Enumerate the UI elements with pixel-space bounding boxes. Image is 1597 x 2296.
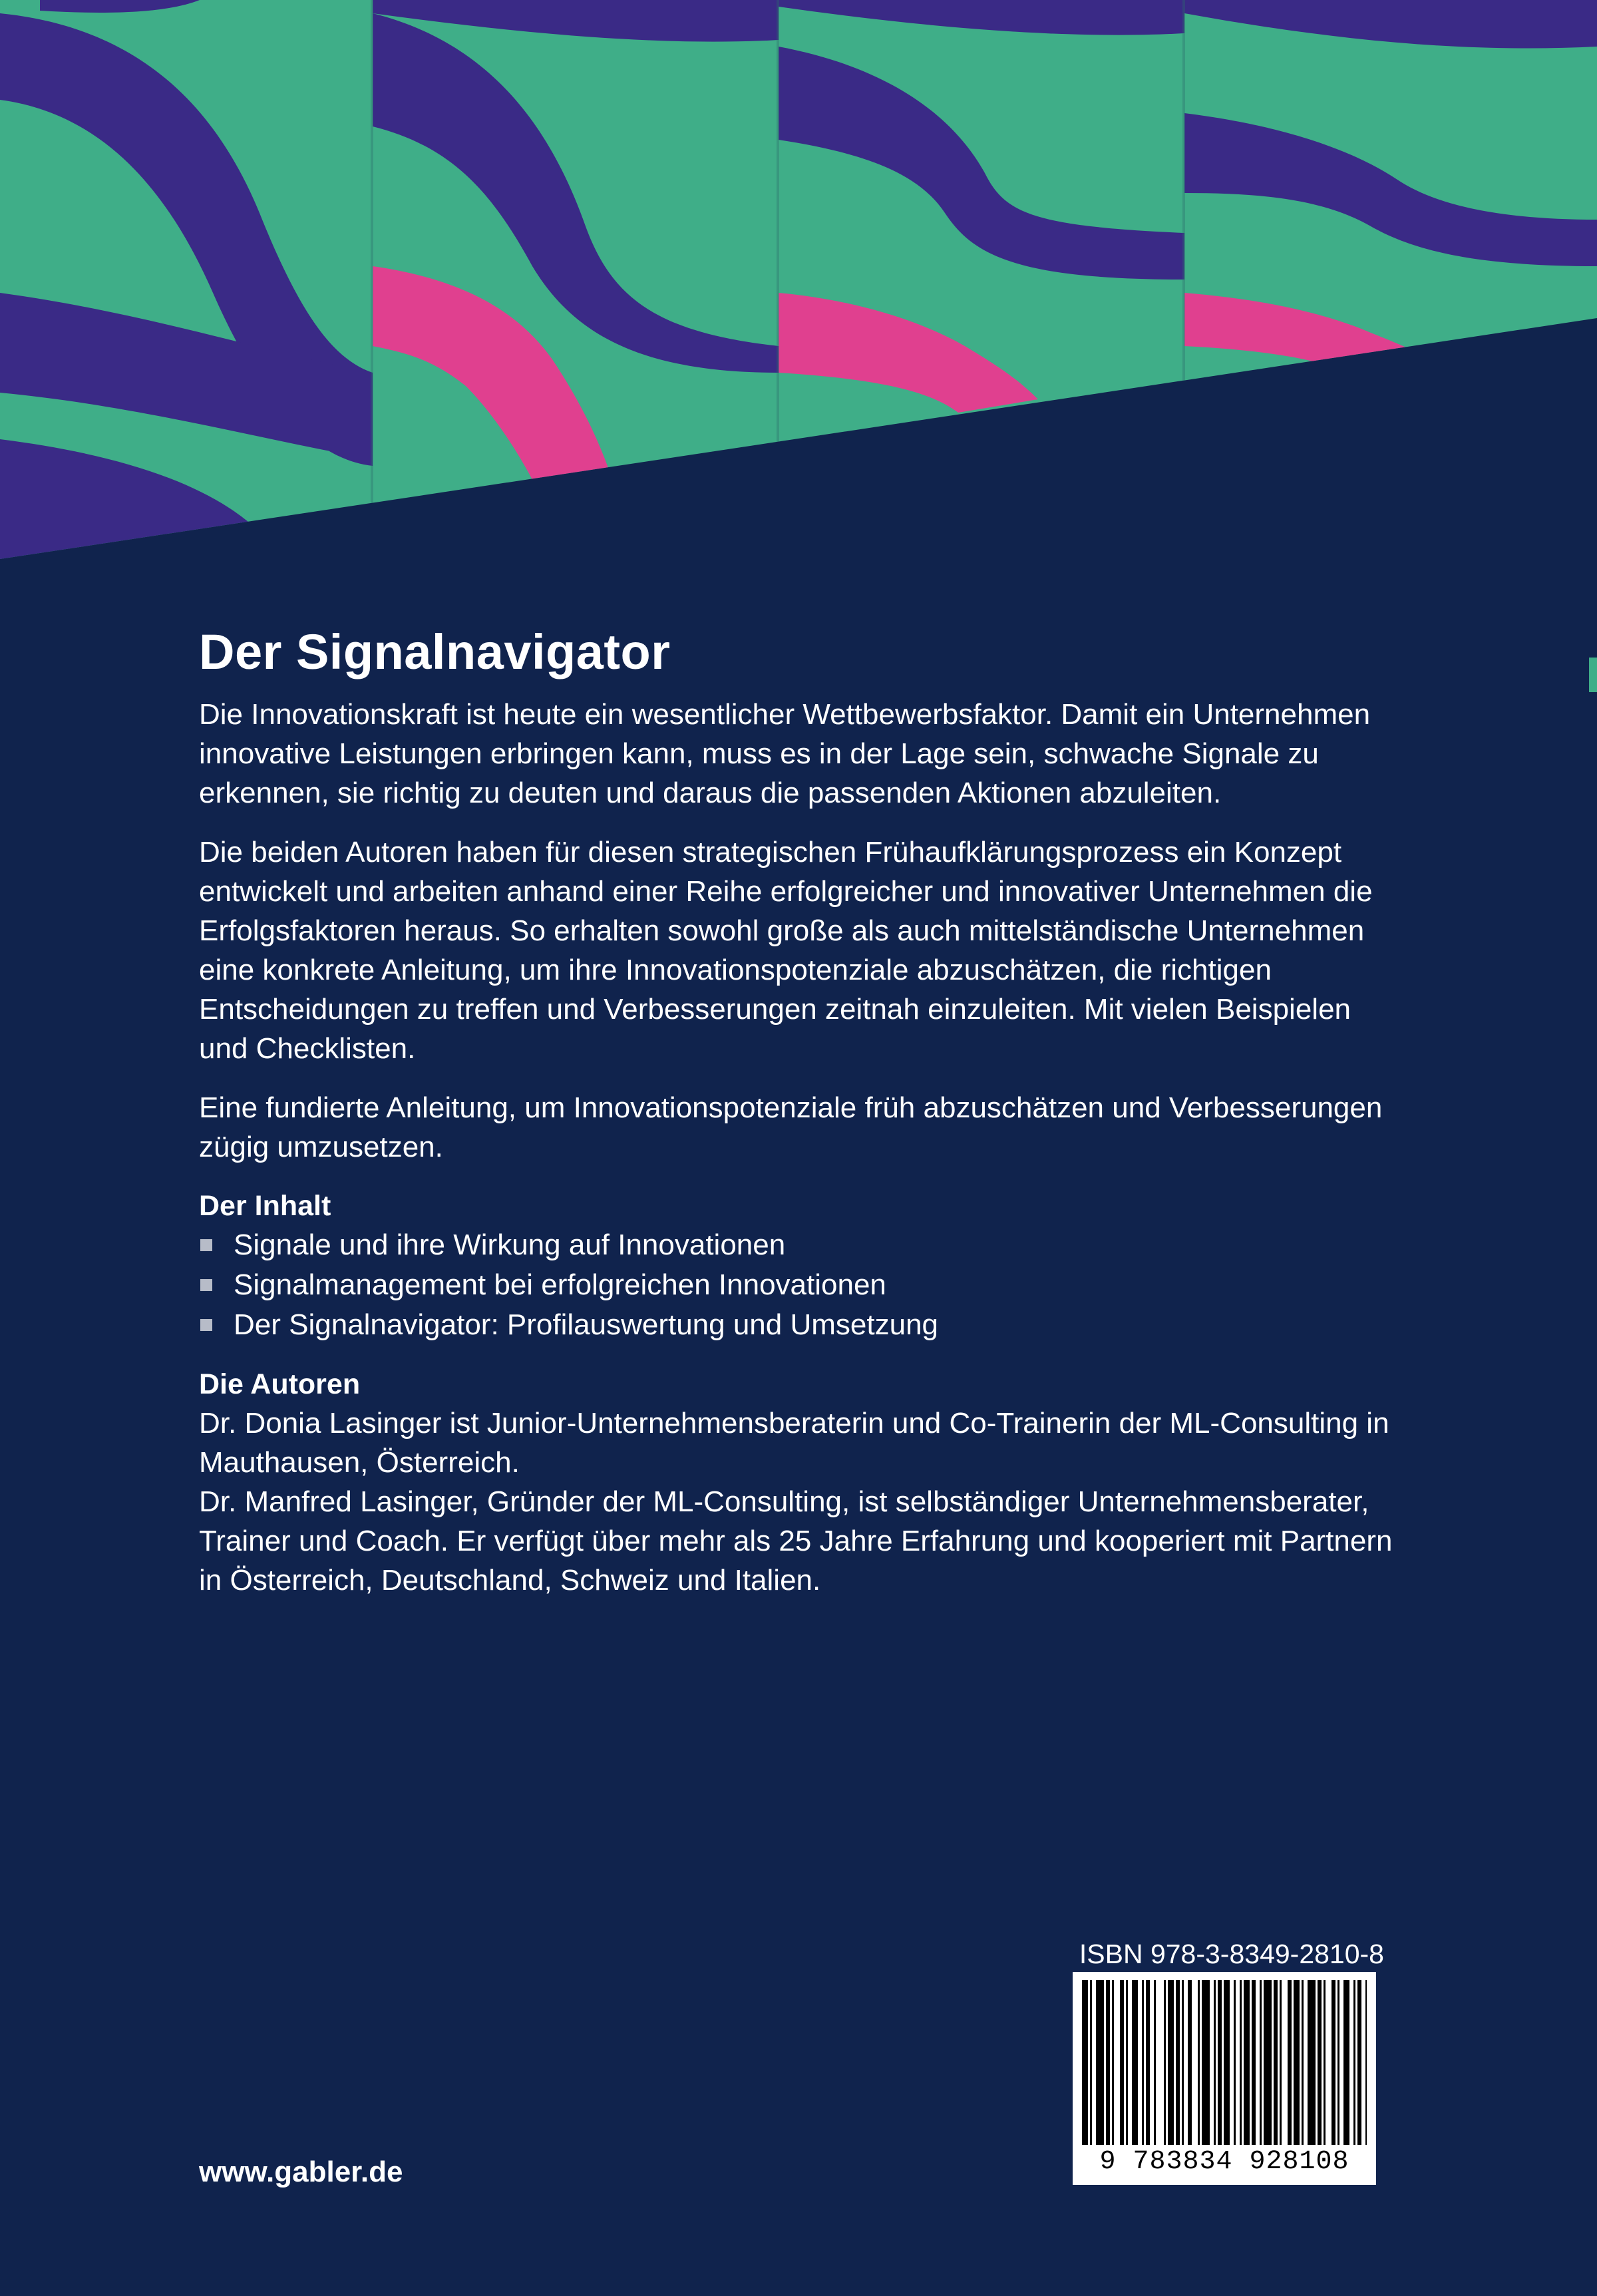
contents-list <box>199 1225 1397 1345</box>
authors-heading: Die Autoren <box>199 1368 361 1400</box>
barcode-bar <box>1302 1980 1304 2145</box>
barcode-bar <box>1096 1980 1104 2145</box>
list-item <box>199 1265 1397 1305</box>
barcode-bar <box>1324 1980 1326 2145</box>
barcode-bar <box>1154 1980 1156 2145</box>
barcode-bar <box>1132 1980 1138 2145</box>
barcode-bar <box>1240 1980 1242 2145</box>
book-title: Der Signalnavigator <box>199 624 671 679</box>
barcode-bar <box>1126 1980 1128 2145</box>
barcode-bar <box>1090 1980 1092 2145</box>
barcode-bar <box>1188 1980 1192 2145</box>
barcode-bar <box>1365 1980 1367 2145</box>
barcode-bar <box>1214 1980 1216 2145</box>
barcode-bar <box>1168 1980 1174 2145</box>
barcode-bar <box>1318 1980 1322 2145</box>
list-item-text: Signale und ihre Wirkung auf Innovationen <box>234 1229 786 1261</box>
barcode <box>1073 1972 1376 2185</box>
square-bullet-icon <box>200 1239 212 1251</box>
barcode-bar <box>1288 1980 1292 2145</box>
list-item <box>199 1225 1397 1265</box>
list-item <box>199 1305 1397 1345</box>
barcode-bar <box>1234 1980 1236 2145</box>
barcode-bar <box>1202 1980 1210 2145</box>
barcode-bar <box>1218 1980 1222 2145</box>
barcode-bar <box>1357 1980 1361 2145</box>
contents-heading: Der Inhalt <box>199 1190 331 1222</box>
square-bullet-icon <box>200 1279 212 1291</box>
barcode-bar <box>1146 1980 1150 2145</box>
barcode-bar <box>1182 1980 1184 2145</box>
square-bullet-icon <box>200 1319 212 1331</box>
intro-paragraph: Die Innovationskraft ist heute ein wesentlicher Wettbewerbsfaktor. Damit ein Unternehmen innovative Leistungen erbringen kann, muss es in der Lage sein, schwache Signale zu erkennen, sie richtig zu deuten und daraus die passenden Aktionen abzuleiten. <box>199 698 1371 809</box>
authors-section <box>199 1365 1397 1600</box>
barcode-bar <box>1112 1980 1114 2145</box>
barcode-bar <box>1280 1980 1282 2145</box>
barcode-bar <box>1294 1980 1300 2145</box>
edge-color-mark <box>1589 658 1597 692</box>
barcode-bar <box>1082 1980 1088 2145</box>
publisher-website: www.gabler.de <box>199 2156 403 2188</box>
barcode-digits: 9 783834 928108 <box>1099 2147 1349 2177</box>
barcode-bar <box>1264 1980 1272 2145</box>
list-item-text: Signalmanagement bei erfolgreichen Innovationen <box>234 1268 886 1301</box>
barcode-bar <box>1142 1980 1144 2145</box>
barcode-bar <box>1343 1980 1349 2145</box>
barcode-bar <box>1164 1980 1166 2145</box>
barcode-bar <box>1106 1980 1110 2145</box>
list-item-text: Der Signalnavigator: Profilauswertung und Umsetzung <box>234 1308 939 1341</box>
barcode-bar <box>1120 1980 1124 2145</box>
barcode-bar <box>1337 1980 1339 2145</box>
barcode-bar <box>1274 1980 1278 2145</box>
author-bio-manfred: Dr. Manfred Lasinger, Gründer der ML-Consulting, ist selbständiger Unternehmensberater, Trainer und Coach. Er verfügt über mehr als 25 Jahre Erfahrung und kooperiert mit Partnern in Österreich, Deutschland, Schweiz und Italien. <box>199 1485 1393 1597</box>
isbn-text: ISBN 978-3-8349-2810-8 <box>1079 1939 1384 1969</box>
author-bio-donia: Dr. Donia Lasinger ist Junior-Unternehmensberaterin und Co-Trainerin der ML-Consulting in Mauthausen, Österreich. <box>199 1407 1389 1479</box>
barcode-bar <box>1308 1980 1316 2145</box>
summary-paragraph: Eine fundierte Anleitung, um Innovationspotenziale früh abzuschätzen und Verbesserungen zügig umzusetzen. <box>199 1091 1383 1163</box>
concept-paragraph: Die beiden Autoren haben für diesen strategischen Frühaufklärungsprozess ein Konzept entwickelt und arbeiten anhand einer Reihe erfolgreicher und innovativer Unternehmen die Erfolgsfaktoren heraus. So erhalten sowohl große als auch mittelständische Unternehmen eine konkrete Anleitung, um ihre Innovationspotenziale abzuschätzen, die richtigen Entscheidungen zu treffen und Verbesserungen zeitnah einzuleiten. Mit vielen Beispielen und Checklisten. <box>199 836 1373 1065</box>
barcode-bar <box>1176 1980 1180 2145</box>
barcode-bar <box>1252 1980 1256 2145</box>
barcode-bar <box>1244 1980 1250 2145</box>
blurb-content <box>199 619 1397 1600</box>
barcode-bar <box>1260 1980 1262 2145</box>
barcode-bar <box>1331 1980 1335 2145</box>
barcode-bar <box>1353 1980 1355 2145</box>
barcode-bar <box>1198 1980 1200 2145</box>
barcode-bars <box>1073 1972 1376 2152</box>
barcode-bar <box>1224 1980 1230 2145</box>
wave-pattern-artwork <box>0 0 1597 559</box>
